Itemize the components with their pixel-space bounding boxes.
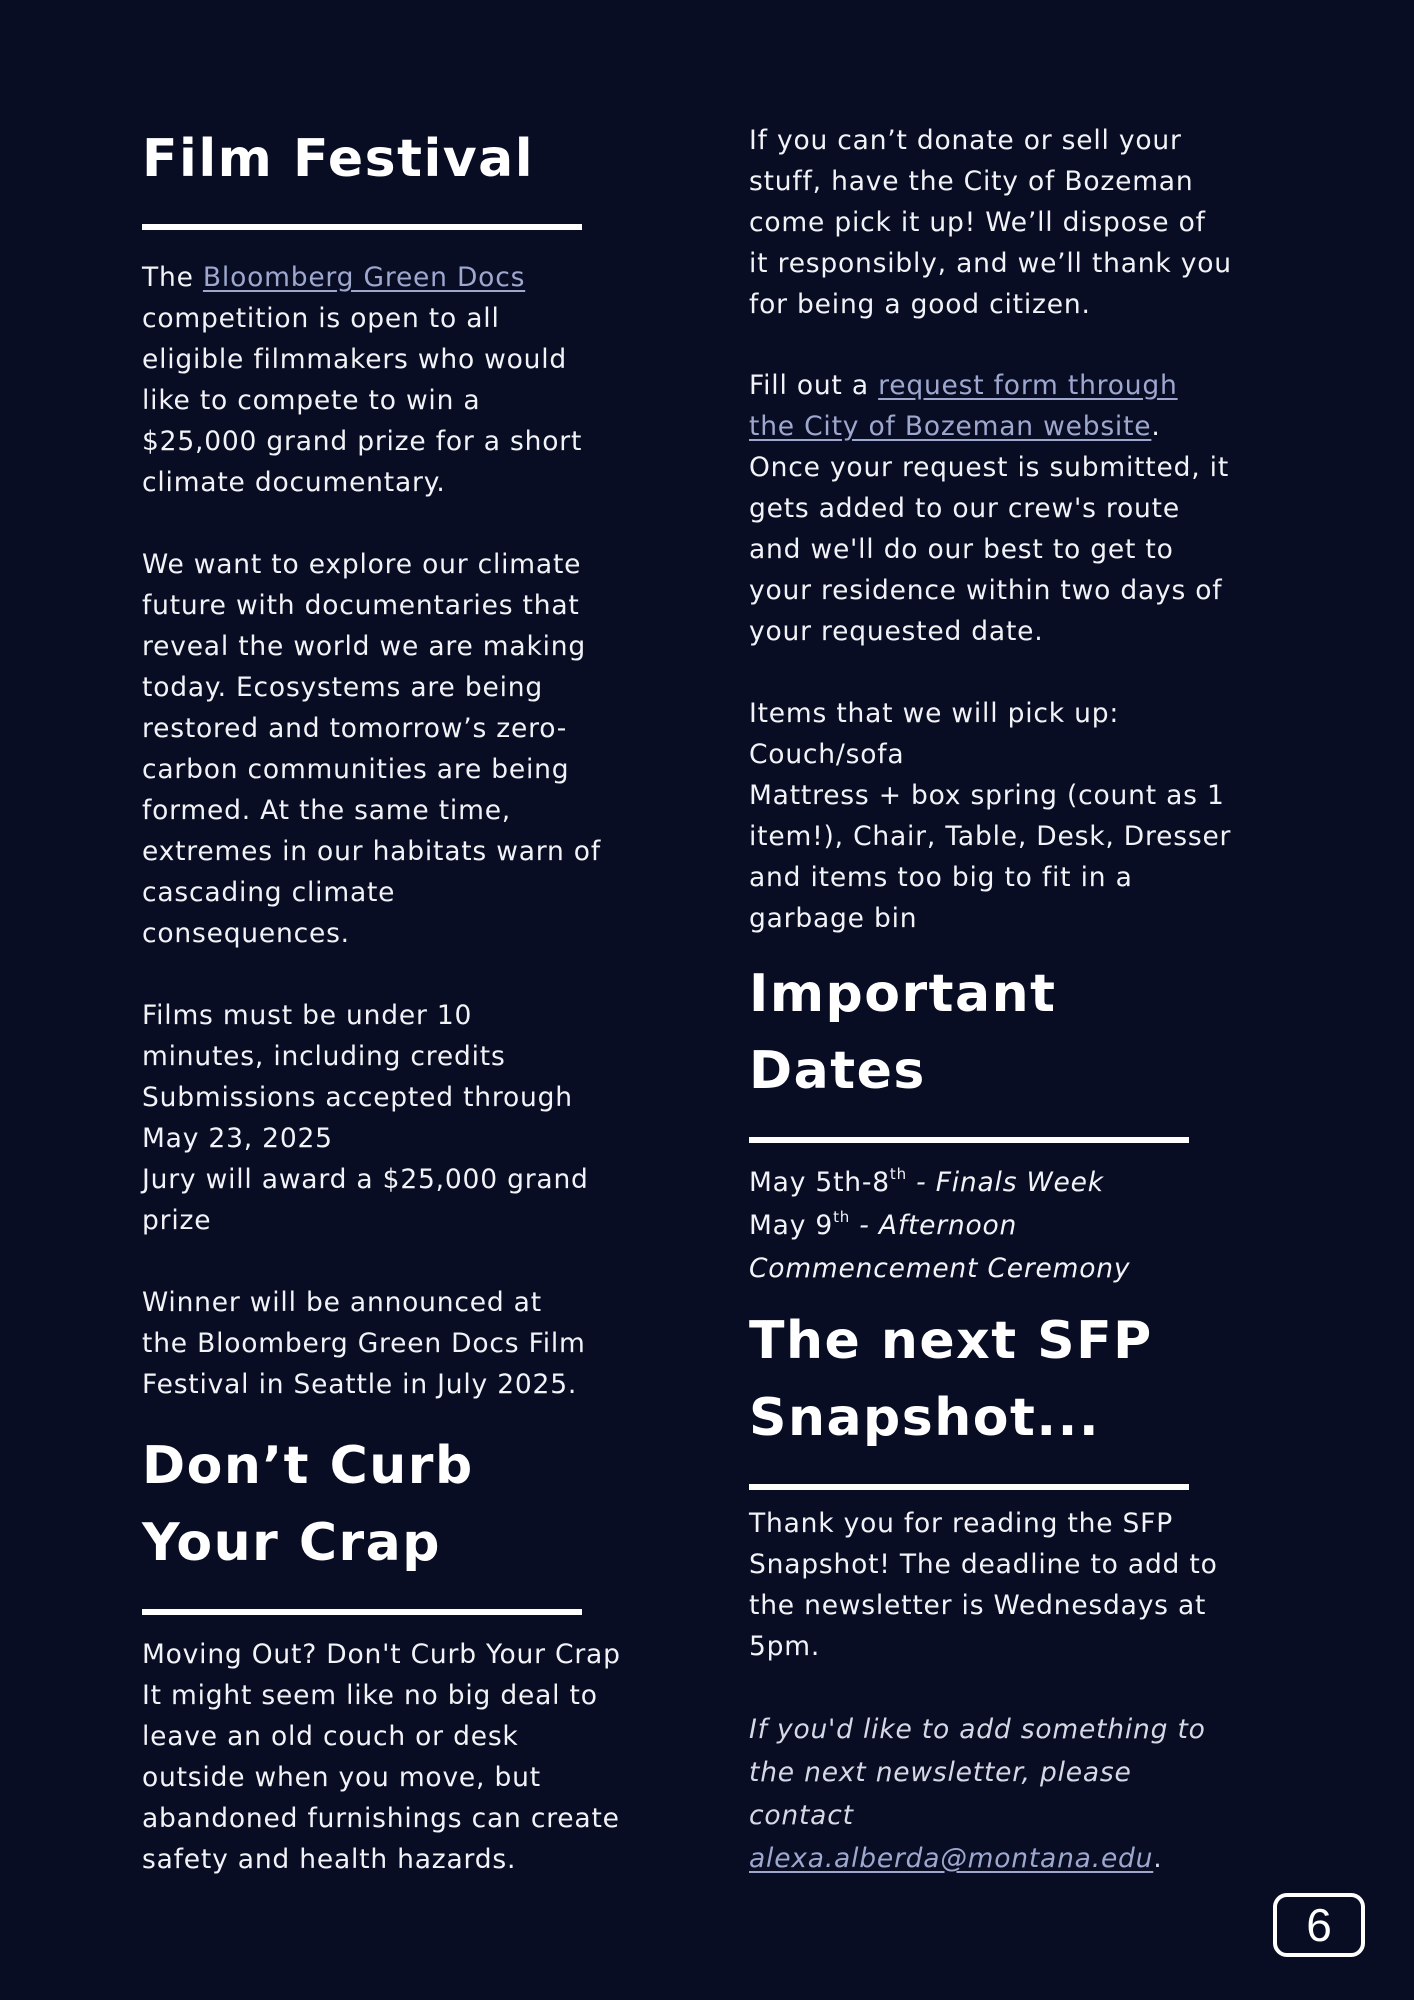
text-line: minutes, including credits (142, 1041, 506, 1072)
text-line: carbon communities are being (142, 754, 570, 785)
intro-prefix: The (142, 262, 203, 293)
snapshot-contact (749, 1708, 1206, 1880)
text-line: $25,000 grand prize for a short (142, 426, 583, 457)
snapshot-deadline (749, 1503, 1218, 1667)
text-line: and we'll do our best to get to (749, 534, 1174, 565)
date-separator: - (850, 1210, 879, 1241)
text-line: If you can’t donate or sell your (749, 125, 1182, 156)
text-line: Films must be under 10 (142, 1000, 473, 1031)
text-line: consequences. (142, 918, 350, 949)
text-line: Jury will award a $25,000 grand (142, 1164, 589, 1195)
text-line: your residence within two days of (749, 575, 1223, 606)
heading-divider (749, 1137, 1189, 1143)
film-festival-heading: Film Festival (142, 129, 535, 189)
text-line: climate documentary. (142, 467, 446, 498)
text-line: the next newsletter, please (749, 1757, 1132, 1788)
page-number: 6 (1273, 1893, 1365, 1957)
heading-line: Important (749, 964, 1057, 1024)
date-text: May 5th-8 (749, 1167, 890, 1198)
text-line: 5pm. (749, 1631, 821, 1662)
text-line: outside when you move, but (142, 1762, 541, 1793)
text-line: like to compete to win a (142, 385, 481, 416)
snapshot-heading (749, 1303, 1153, 1457)
text-line: formed. At the same time, (142, 795, 512, 826)
text-line: Items that we will pick up: (749, 698, 1120, 729)
text-line: Couch/sofa (749, 739, 905, 770)
text-line: gets added to our crew's route (749, 493, 1180, 524)
text-line: abandoned furnishings can create (142, 1803, 620, 1834)
text-line: prize (142, 1205, 212, 1236)
text-line: restored and tomorrow’s zero- (142, 713, 568, 744)
film-festival-rules (142, 995, 589, 1241)
text-line: leave an old couch or desk (142, 1721, 519, 1752)
text-line: extremes in our habitats warn of (142, 836, 601, 867)
heading-line: The next SFP (749, 1311, 1153, 1371)
text-line: Festival in Seattle in July 2025. (142, 1369, 578, 1400)
text-line: and items too big to fit in a (749, 862, 1133, 893)
text-line: Once your request is submitted, it (749, 452, 1230, 483)
email-suffix: . (1153, 1843, 1163, 1874)
text-line: it responsibly, and we’ll thank you (749, 248, 1232, 279)
text-line: come pick it up! We’ll dispose of (749, 207, 1206, 238)
heading-line: Don’t Curb (142, 1436, 474, 1496)
date-suffix: th (889, 1165, 907, 1183)
request-prefix: Fill out a (749, 370, 879, 401)
date-separator: - (906, 1167, 936, 1198)
film-festival-intro (142, 257, 582, 503)
date-item (749, 1161, 1130, 1204)
date-item (749, 1204, 1130, 1247)
curb-pickup-intro (749, 120, 1232, 325)
text-line: May 23, 2025 (142, 1123, 333, 1154)
date-event: Afternoon (878, 1210, 1018, 1241)
contact-email-link[interactable]: alexa.alberda@montana.edu (749, 1843, 1154, 1874)
heading-line: Dates (749, 1041, 926, 1101)
text-line: Snapshot! The deadline to add to (749, 1549, 1218, 1580)
text-line: If you'd like to add something to (749, 1714, 1206, 1745)
important-dates-list (749, 1161, 1130, 1290)
request-form-link[interactable]: request form through (878, 370, 1178, 401)
text-line: the newsletter is Wednesdays at (749, 1590, 1207, 1621)
request-suffix: . (1151, 411, 1161, 442)
request-form-link[interactable]: the City of Bozeman website (749, 411, 1152, 442)
text-line: It might seem like no big deal to (142, 1680, 598, 1711)
text-line: competition is open to all (142, 303, 500, 334)
text-line: future with documentaries that (142, 590, 580, 621)
text-line: safety and health hazards. (142, 1844, 517, 1875)
text-line: garbage bin (749, 903, 918, 934)
heading-line: Your Crap (142, 1513, 441, 1573)
text-line: the Bloomberg Green Docs Film (142, 1328, 586, 1359)
date-suffix: th (833, 1208, 851, 1226)
bloomberg-green-docs-link[interactable]: Bloomberg Green Docs (202, 262, 526, 293)
date-event: Commencement Ceremony (749, 1253, 1131, 1284)
text-line: item!), Chair, Table, Desk, Dresser (749, 821, 1232, 852)
curb-intro (142, 1634, 621, 1880)
heading-divider (142, 1609, 582, 1615)
text-line: Moving Out? Don't Curb Your Crap (142, 1639, 621, 1670)
text-line: eligible filmmakers who would (142, 344, 568, 375)
heading-line: Snapshot... (749, 1388, 1101, 1448)
text-line: Submissions accepted through (142, 1082, 573, 1113)
text-line: reveal the world we are making (142, 631, 586, 662)
text-line: contact (749, 1800, 854, 1831)
text-line: stuff, have the City of Bozeman (749, 166, 1194, 197)
text-line: Winner will be announced at (142, 1287, 542, 1318)
date-text: May 9 (749, 1210, 834, 1241)
film-festival-winner (142, 1282, 586, 1405)
text-line: Thank you for reading the SFP (749, 1508, 1173, 1539)
curb-heading (142, 1428, 474, 1582)
request-form-paragraph (749, 365, 1229, 652)
heading-divider (142, 224, 582, 230)
date-event: Finals Week (935, 1167, 1104, 1198)
pickup-items-list (749, 693, 1231, 939)
text-line: Mattress + box spring (count as 1 (749, 780, 1225, 811)
text-line: cascading climate (142, 877, 396, 908)
text-line: We want to explore our climate (142, 549, 582, 580)
important-dates-heading (749, 956, 1056, 1110)
text-line: today. Ecosystems are being (142, 672, 543, 703)
film-festival-mission (142, 544, 601, 954)
text-line: your requested date. (749, 616, 1044, 647)
heading-divider (749, 1484, 1189, 1490)
text-line: for being a good citizen. (749, 289, 1091, 320)
